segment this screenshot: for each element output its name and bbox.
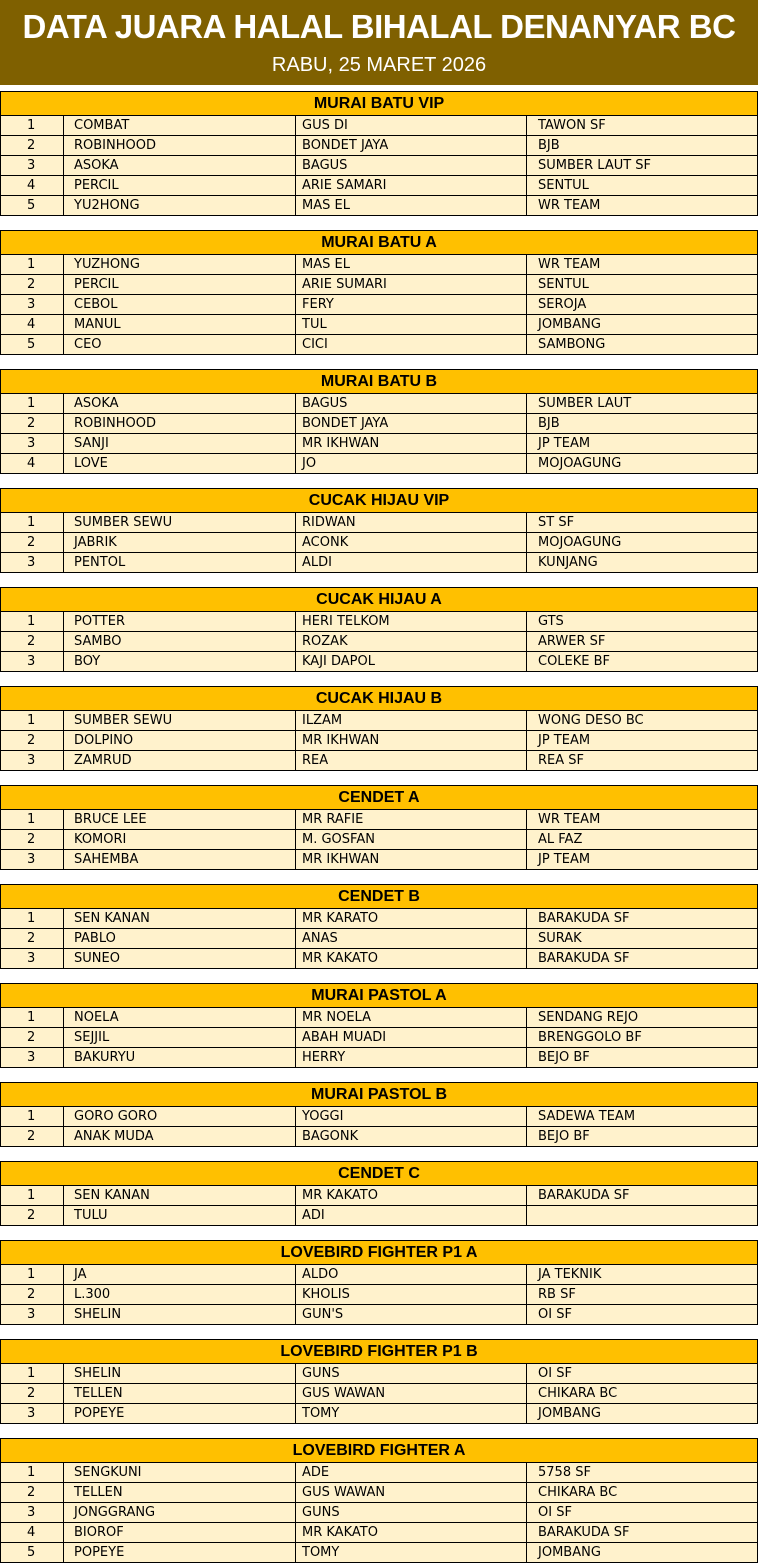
table-row <box>0 1186 758 1206</box>
bird-name-cell: DOLPINO <box>63 731 295 751</box>
team-cell: JOMBANG <box>526 1404 758 1424</box>
owner-cell: ACONK <box>295 533 526 553</box>
bird-name-cell: CEBOL <box>63 295 295 315</box>
bird-name-cell: SUNEO <box>63 949 295 969</box>
team-cell: BARAKUDA SF <box>526 949 758 969</box>
owner-cell: HERRY <box>295 1048 526 1068</box>
owner-cell: ADE <box>295 1463 526 1483</box>
owner-cell: M. GOSFAN <box>295 830 526 850</box>
rank-cell: 1 <box>0 909 63 929</box>
bird-name-cell: YUZHONG <box>63 255 295 275</box>
owner-cell: MR RAFIE <box>295 810 526 830</box>
bird-name-cell: ASOKA <box>63 394 295 414</box>
rank-cell: 2 <box>0 1384 63 1404</box>
owner-cell: ALDO <box>295 1265 526 1285</box>
bird-name-cell: COMBAT <box>63 116 295 136</box>
rank-cell: 2 <box>0 533 63 553</box>
bird-name-cell: ZAMRUD <box>63 751 295 771</box>
bird-name-cell: SENGKUNI <box>63 1463 295 1483</box>
category-title: CENDET B <box>0 884 758 909</box>
rank-cell: 1 <box>0 513 63 533</box>
table-row <box>0 196 758 216</box>
bird-name-cell: ROBINHOOD <box>63 414 295 434</box>
bird-name-cell: CEO <box>63 335 295 355</box>
table-row <box>0 810 758 830</box>
category-title: CENDET C <box>0 1161 758 1186</box>
table-row <box>0 1503 758 1523</box>
owner-cell: TOMY <box>295 1543 526 1563</box>
owner-cell: GUS DI <box>295 116 526 136</box>
page-title: DATA JUARA HALAL BIHALAL DENANYAR BC <box>22 8 736 45</box>
rank-cell: 4 <box>0 454 63 474</box>
owner-cell: TUL <box>295 315 526 335</box>
owner-cell: MR IKHWAN <box>295 850 526 870</box>
table-row <box>0 156 758 176</box>
rank-cell: 3 <box>0 156 63 176</box>
team-cell: 5758 SF <box>526 1463 758 1483</box>
owner-cell: KAJI DAPOL <box>295 652 526 672</box>
category-title: CUCAK HIJAU B <box>0 686 758 711</box>
table-row <box>0 275 758 295</box>
rank-cell: 2 <box>0 1206 63 1226</box>
owner-cell: ARIE SAMARI <box>295 176 526 196</box>
owner-cell: ADI <box>295 1206 526 1226</box>
bird-name-cell: TULU <box>63 1206 295 1226</box>
category-table <box>0 686 758 771</box>
table-row <box>0 553 758 573</box>
team-cell: BARAKUDA SF <box>526 909 758 929</box>
bird-name-cell: SHELIN <box>63 1364 295 1384</box>
owner-cell: MR NOELA <box>295 1008 526 1028</box>
owner-cell: GUNS <box>295 1364 526 1384</box>
rank-cell: 2 <box>0 1285 63 1305</box>
table-row <box>0 1008 758 1028</box>
page-header <box>0 0 758 85</box>
category-table <box>0 983 758 1068</box>
bird-name-cell: PERCIL <box>63 275 295 295</box>
team-cell: BEJO BF <box>526 1127 758 1147</box>
category-table <box>0 1082 758 1147</box>
team-cell: CHIKARA BC <box>526 1483 758 1503</box>
table-row <box>0 751 758 771</box>
bird-name-cell: POPEYE <box>63 1404 295 1424</box>
bird-name-cell: BRUCE LEE <box>63 810 295 830</box>
team-cell: BARAKUDA SF <box>526 1186 758 1206</box>
owner-cell: BONDET JAYA <box>295 136 526 156</box>
bird-name-cell: SEN KANAN <box>63 1186 295 1206</box>
bird-name-cell: SAHEMBA <box>63 850 295 870</box>
team-cell: KUNJANG <box>526 553 758 573</box>
team-cell: GTS <box>526 612 758 632</box>
category-title: CUCAK HIJAU VIP <box>0 488 758 513</box>
team-cell: BRENGGOLO BF <box>526 1028 758 1048</box>
table-row <box>0 394 758 414</box>
rank-cell: 2 <box>0 632 63 652</box>
rank-cell: 2 <box>0 275 63 295</box>
table-row <box>0 315 758 335</box>
bird-name-cell: MANUL <box>63 315 295 335</box>
owner-cell: ILZAM <box>295 711 526 731</box>
rank-cell: 3 <box>0 295 63 315</box>
bird-name-cell: ASOKA <box>63 156 295 176</box>
team-cell: JP TEAM <box>526 434 758 454</box>
rank-cell: 1 <box>0 394 63 414</box>
rank-cell: 3 <box>0 553 63 573</box>
bird-name-cell: POTTER <box>63 612 295 632</box>
category-title: LOVEBIRD FIGHTER P1 B <box>0 1339 758 1364</box>
table-row <box>0 1483 758 1503</box>
owner-cell: ABAH MUADI <box>295 1028 526 1048</box>
rank-cell: 2 <box>0 830 63 850</box>
owner-cell: ROZAK <box>295 632 526 652</box>
table-row <box>0 850 758 870</box>
category-table <box>0 587 758 672</box>
table-row <box>0 909 758 929</box>
team-cell: SUMBER LAUT <box>526 394 758 414</box>
rank-cell: 3 <box>0 850 63 870</box>
rank-cell: 3 <box>0 1404 63 1424</box>
category-title: MURAI BATU A <box>0 230 758 255</box>
owner-cell: GUNS <box>295 1503 526 1523</box>
team-cell: BJB <box>526 414 758 434</box>
table-row <box>0 929 758 949</box>
team-cell: JOMBANG <box>526 315 758 335</box>
team-cell: OI SF <box>526 1305 758 1325</box>
team-cell: ST SF <box>526 513 758 533</box>
table-row <box>0 1285 758 1305</box>
table-row <box>0 612 758 632</box>
category-table <box>0 91 758 216</box>
rank-cell: 4 <box>0 176 63 196</box>
team-cell: WONG DESO BC <box>526 711 758 731</box>
bird-name-cell: POPEYE <box>63 1543 295 1563</box>
owner-cell: MR KAKATO <box>295 1523 526 1543</box>
rank-cell: 1 <box>0 1008 63 1028</box>
rank-cell: 1 <box>0 711 63 731</box>
category-title: LOVEBIRD FIGHTER A <box>0 1438 758 1463</box>
table-row <box>0 1523 758 1543</box>
table-row <box>0 1305 758 1325</box>
category-title: MURAI BATU VIP <box>0 91 758 116</box>
team-cell: JOMBANG <box>526 1543 758 1563</box>
table-row <box>0 295 758 315</box>
table-row <box>0 116 758 136</box>
category-title: CENDET A <box>0 785 758 810</box>
bird-name-cell: GORO GORO <box>63 1107 295 1127</box>
rank-cell: 3 <box>0 1305 63 1325</box>
team-cell: JP TEAM <box>526 731 758 751</box>
team-cell: JP TEAM <box>526 850 758 870</box>
category-table <box>0 1161 758 1226</box>
team-cell: COLEKE BF <box>526 652 758 672</box>
team-cell: CHIKARA BC <box>526 1384 758 1404</box>
team-cell: ARWER SF <box>526 632 758 652</box>
table-row <box>0 1364 758 1384</box>
owner-cell: FERY <box>295 295 526 315</box>
bird-name-cell: BOY <box>63 652 295 672</box>
rank-cell: 2 <box>0 731 63 751</box>
rank-cell: 1 <box>0 255 63 275</box>
rank-cell: 3 <box>0 949 63 969</box>
bird-name-cell: ANAK MUDA <box>63 1127 295 1147</box>
team-cell: SAMBONG <box>526 335 758 355</box>
owner-cell: MR KAKATO <box>295 949 526 969</box>
team-cell: BJB <box>526 136 758 156</box>
table-row <box>0 1404 758 1424</box>
bird-name-cell: JONGGRANG <box>63 1503 295 1523</box>
bird-name-cell: TELLEN <box>63 1483 295 1503</box>
category-table <box>0 1240 758 1325</box>
rank-cell: 2 <box>0 414 63 434</box>
team-cell: WR TEAM <box>526 255 758 275</box>
bird-name-cell: SEJJIL <box>63 1028 295 1048</box>
owner-cell: MR IKHWAN <box>295 434 526 454</box>
table-row <box>0 1048 758 1068</box>
rank-cell: 1 <box>0 1265 63 1285</box>
rank-cell: 1 <box>0 1107 63 1127</box>
rank-cell: 1 <box>0 612 63 632</box>
bird-name-cell: PENTOL <box>63 553 295 573</box>
rank-cell: 5 <box>0 1543 63 1563</box>
table-row <box>0 1107 758 1127</box>
rank-cell: 3 <box>0 434 63 454</box>
table-row <box>0 513 758 533</box>
category-title: LOVEBIRD FIGHTER P1 A <box>0 1240 758 1265</box>
team-cell: RB SF <box>526 1285 758 1305</box>
owner-cell: BONDET JAYA <box>295 414 526 434</box>
table-row <box>0 1028 758 1048</box>
team-cell: SADEWA TEAM <box>526 1107 758 1127</box>
owner-cell: BAGONK <box>295 1127 526 1147</box>
owner-cell: HERI TELKOM <box>295 612 526 632</box>
rank-cell: 1 <box>0 1364 63 1384</box>
team-cell: TAWON SF <box>526 116 758 136</box>
owner-cell: MAS EL <box>295 255 526 275</box>
bird-name-cell: NOELA <box>63 1008 295 1028</box>
rank-cell: 3 <box>0 1048 63 1068</box>
category-title: MURAI PASTOL A <box>0 983 758 1008</box>
owner-cell: ALDI <box>295 553 526 573</box>
owner-cell: ANAS <box>295 929 526 949</box>
bird-name-cell: L.300 <box>63 1285 295 1305</box>
table-row <box>0 949 758 969</box>
bird-name-cell: SAMBO <box>63 632 295 652</box>
bird-name-cell: SANJI <box>63 434 295 454</box>
owner-cell: MR IKHWAN <box>295 731 526 751</box>
table-row <box>0 731 758 751</box>
bird-name-cell: ROBINHOOD <box>63 136 295 156</box>
table-row <box>0 255 758 275</box>
table-row <box>0 176 758 196</box>
team-cell: OI SF <box>526 1503 758 1523</box>
rank-cell: 3 <box>0 652 63 672</box>
owner-cell: YOGGI <box>295 1107 526 1127</box>
bird-name-cell: PABLO <box>63 929 295 949</box>
team-cell: WR TEAM <box>526 196 758 216</box>
table-row <box>0 454 758 474</box>
table-row <box>0 711 758 731</box>
table-row <box>0 830 758 850</box>
bird-name-cell: JA <box>63 1265 295 1285</box>
category-table <box>0 785 758 870</box>
owner-cell: KHOLIS <box>295 1285 526 1305</box>
bird-name-cell: YU2HONG <box>63 196 295 216</box>
category-table <box>0 1339 758 1424</box>
owner-cell: GUS WAWAN <box>295 1384 526 1404</box>
rank-cell: 2 <box>0 1127 63 1147</box>
rank-cell: 2 <box>0 136 63 156</box>
category-table <box>0 230 758 355</box>
bird-name-cell: JABRIK <box>63 533 295 553</box>
bird-name-cell: BAKURYU <box>63 1048 295 1068</box>
rank-cell: 2 <box>0 1028 63 1048</box>
owner-cell: JO <box>295 454 526 474</box>
rank-cell: 1 <box>0 1463 63 1483</box>
table-row <box>0 1543 758 1563</box>
table-row <box>0 136 758 156</box>
category-title: MURAI PASTOL B <box>0 1082 758 1107</box>
owner-cell: REA <box>295 751 526 771</box>
category-title: CUCAK HIJAU A <box>0 587 758 612</box>
owner-cell: MAS EL <box>295 196 526 216</box>
bird-name-cell: KOMORI <box>63 830 295 850</box>
team-cell: MOJOAGUNG <box>526 454 758 474</box>
owner-cell: BAGUS <box>295 156 526 176</box>
table-row <box>0 1384 758 1404</box>
rank-cell: 2 <box>0 1483 63 1503</box>
bird-name-cell: LOVE <box>63 454 295 474</box>
table-row <box>0 414 758 434</box>
rank-cell: 5 <box>0 335 63 355</box>
table-row <box>0 1206 758 1226</box>
owner-cell: GUS WAWAN <box>295 1483 526 1503</box>
table-row <box>0 335 758 355</box>
team-cell: REA SF <box>526 751 758 771</box>
rank-cell: 4 <box>0 315 63 335</box>
team-cell: JA TEKNIK <box>526 1265 758 1285</box>
team-cell: BEJO BF <box>526 1048 758 1068</box>
team-cell: SENTUL <box>526 176 758 196</box>
table-row <box>0 1463 758 1483</box>
team-cell: WR TEAM <box>526 810 758 830</box>
rank-cell: 1 <box>0 116 63 136</box>
bird-name-cell: SHELIN <box>63 1305 295 1325</box>
team-cell: SENTUL <box>526 275 758 295</box>
rank-cell: 1 <box>0 1186 63 1206</box>
rank-cell: 2 <box>0 929 63 949</box>
rank-cell: 4 <box>0 1523 63 1543</box>
rank-cell: 5 <box>0 196 63 216</box>
category-table <box>0 369 758 474</box>
owner-cell: MR KAKATO <box>295 1186 526 1206</box>
table-row <box>0 1127 758 1147</box>
team-cell: AL FAZ <box>526 830 758 850</box>
category-table <box>0 488 758 573</box>
owner-cell: RIDWAN <box>295 513 526 533</box>
owner-cell: MR KARATO <box>295 909 526 929</box>
owner-cell: TOMY <box>295 1404 526 1424</box>
rank-cell: 3 <box>0 751 63 771</box>
rank-cell: 1 <box>0 810 63 830</box>
team-cell: OI SF <box>526 1364 758 1384</box>
team-cell <box>526 1206 758 1226</box>
bird-name-cell: SUMBER SEWU <box>63 711 295 731</box>
rank-cell: 3 <box>0 1503 63 1523</box>
owner-cell: ARIE SUMARI <box>295 275 526 295</box>
owner-cell: BAGUS <box>295 394 526 414</box>
bird-name-cell: SUMBER SEWU <box>63 513 295 533</box>
bird-name-cell: SEN KANAN <box>63 909 295 929</box>
bird-name-cell: PERCIL <box>63 176 295 196</box>
team-cell: MOJOAGUNG <box>526 533 758 553</box>
team-cell: SEROJA <box>526 295 758 315</box>
team-cell: SUMBER LAUT SF <box>526 156 758 176</box>
owner-cell: CICI <box>295 335 526 355</box>
owner-cell: GUN'S <box>295 1305 526 1325</box>
team-cell: SURAK <box>526 929 758 949</box>
category-title: MURAI BATU B <box>0 369 758 394</box>
table-row <box>0 1265 758 1285</box>
team-cell: SENDANG REJO <box>526 1008 758 1028</box>
team-cell: BARAKUDA SF <box>526 1523 758 1543</box>
table-row <box>0 434 758 454</box>
bird-name-cell: TELLEN <box>63 1384 295 1404</box>
event-date: RABU, 25 MARET 2026 <box>271 54 487 76</box>
category-table <box>0 1438 758 1563</box>
category-table <box>0 884 758 969</box>
table-row <box>0 632 758 652</box>
bird-name-cell: BIOROF <box>63 1523 295 1543</box>
table-row <box>0 533 758 553</box>
table-row <box>0 652 758 672</box>
